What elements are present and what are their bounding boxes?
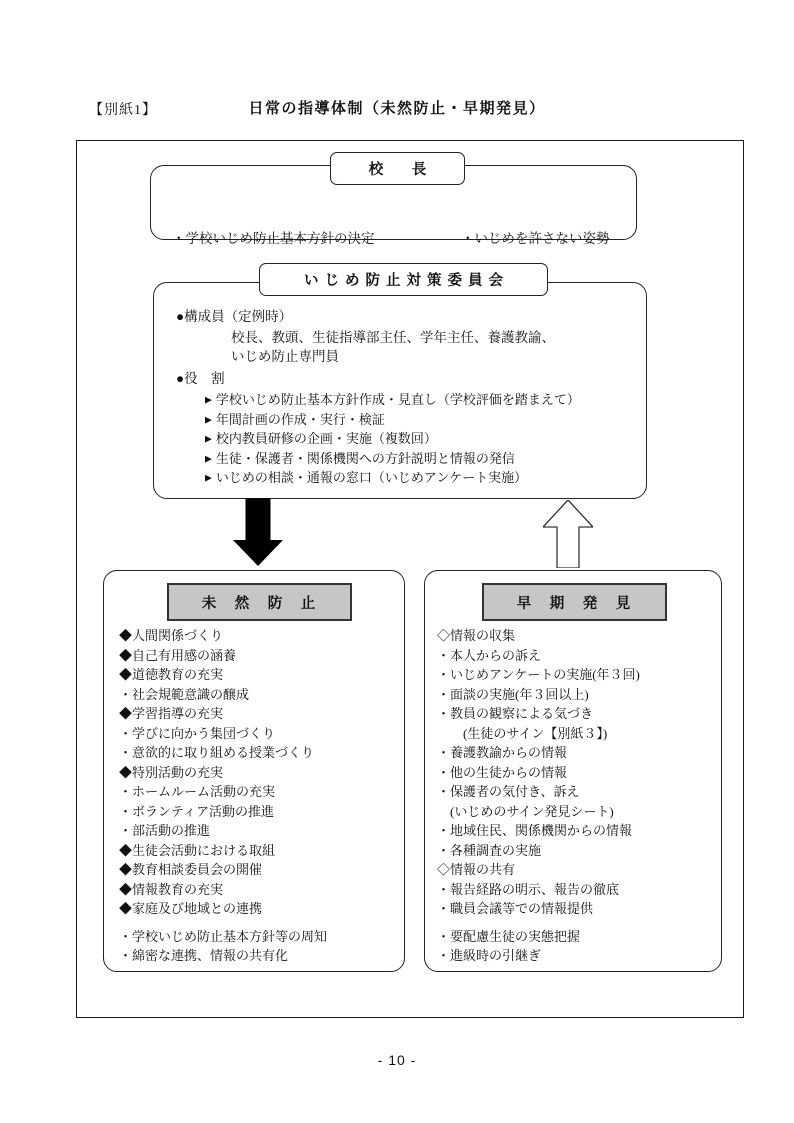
principal-title-tab xyxy=(330,152,465,185)
list-item: ◆情報教育の充実 xyxy=(119,881,224,897)
list-item: ◆教育相談委員会の開催 xyxy=(119,862,263,877)
list-item: ◆特別活動の充実 xyxy=(119,764,224,780)
triangle-bullet-icon: ▶ xyxy=(205,414,216,424)
list-item: ・養護教諭からの情報 xyxy=(437,745,568,760)
detection-title: 早 期 発 見 xyxy=(516,595,633,612)
list-item: ・報告経路の明示、報告の徹底 xyxy=(437,881,620,897)
list-item: ・保護者の気付き、訴え xyxy=(437,784,580,799)
list-item: ・社会規範意識の醸成 xyxy=(119,686,250,702)
list-item: ◇情報の共有 xyxy=(437,862,516,877)
triangle-bullet-icon: ▶ xyxy=(205,433,216,444)
list-item: ・ボランティア活動の推進 xyxy=(119,803,274,819)
principal-title: 校 長 xyxy=(368,162,434,178)
up-arrow-icon xyxy=(543,500,593,568)
detection-header xyxy=(482,583,667,621)
prevention-title: 未 然 防 止 xyxy=(201,595,318,612)
list-item: ◇情報の収集 xyxy=(437,628,516,643)
committee-members-line: いじめ防止専門員 xyxy=(231,349,339,364)
list-item: ・部活動の推進 xyxy=(119,823,211,838)
list-item: ◆学習指導の充実 xyxy=(119,706,224,721)
list-item: ◆生徒会活動における取組 xyxy=(119,842,276,858)
committee-role-item: ▶校内教員研修の企画・実施（複数回） xyxy=(205,431,437,446)
list-item: ・進級時の引継ぎ xyxy=(437,948,542,963)
list-item: ◆人間関係づくり xyxy=(119,628,224,643)
committee-members-heading: ●構成員（定例時） xyxy=(176,309,293,324)
list-item: ・いじめアンケートの実施(年３回) xyxy=(437,667,640,682)
principal-item: ・学校いじめ防止基本方針の決定 xyxy=(172,231,375,246)
list-item: ・職員会議等での情報提供 xyxy=(437,901,594,916)
list-item: ◆家庭及び地域との連携 xyxy=(119,901,263,916)
principal-item: ・いじめを許さない姿勢 xyxy=(461,231,610,246)
list-item: ◆道徳教育の充実 xyxy=(119,667,224,682)
committee-role-item: ▶生徒・保護者・関係機関への方針説明と情報の発信 xyxy=(205,450,515,466)
committee-role-list xyxy=(205,390,580,488)
list-item: ◆自己有用感の涵養 xyxy=(119,647,237,663)
list-item: ・地域住民、関係機関からの情報 xyxy=(437,823,633,838)
attachment-tag: 【別紙1】 xyxy=(89,103,157,118)
prevention-header xyxy=(167,583,352,621)
list-item: ・各種調査の実施 xyxy=(437,842,542,858)
detection-list xyxy=(437,626,717,966)
committee-members-line: 校長、教頭、生徒指導部主任、学年主任、養護教諭、 xyxy=(231,330,555,345)
list-item: ・ホームルーム活動の充実 xyxy=(119,784,276,799)
list-item: ・学校いじめ防止基本方針等の周知 xyxy=(119,928,328,944)
committee-role-heading: ●役 割 xyxy=(176,371,225,386)
list-item: ・要配慮生徒の実態把握 xyxy=(437,928,581,944)
triangle-bullet-icon: ▶ xyxy=(205,453,216,463)
list-item: (いじめのサイン発見シート) xyxy=(437,803,614,819)
triangle-bullet-icon: ▶ xyxy=(205,472,216,483)
committee-role-item: ▶いじめの相談・通報の窓口（いじめアンケート実施） xyxy=(205,470,528,485)
page-number: - 10 - xyxy=(377,1052,417,1068)
triangle-bullet-icon: ▶ xyxy=(205,394,216,405)
prevention-list xyxy=(119,626,399,966)
list-item: ・面談の実施(年３回以上) xyxy=(437,686,589,702)
committee-title-tab xyxy=(259,263,548,296)
committee-title: いじめ防止対策委員会 xyxy=(304,273,509,289)
committee-role-item: ▶学校いじめ防止基本方針作成・見直し（学校評価を踏まえて） xyxy=(205,392,580,407)
down-arrow-icon xyxy=(233,498,283,566)
list-item: ・他の生徒からの情報 xyxy=(437,764,568,780)
committee-role-item: ▶年間計画の作成・実行・検証 xyxy=(205,411,385,427)
list-item: ・本人からの訴え xyxy=(437,647,542,663)
list-item: ・学びに向かう集団づくり xyxy=(119,725,276,741)
list-item: ・教員の観察による気づき xyxy=(437,706,594,721)
page-title: 日常の指導体制（未然防止・早期発見） xyxy=(248,100,546,117)
list-item: ・意欲的に取り組める授業づくり xyxy=(119,745,315,760)
list-item: (生徒のサイン【別紙３】) xyxy=(437,725,608,741)
list-item: ・綿密な連携、情報の共有化 xyxy=(119,948,289,963)
